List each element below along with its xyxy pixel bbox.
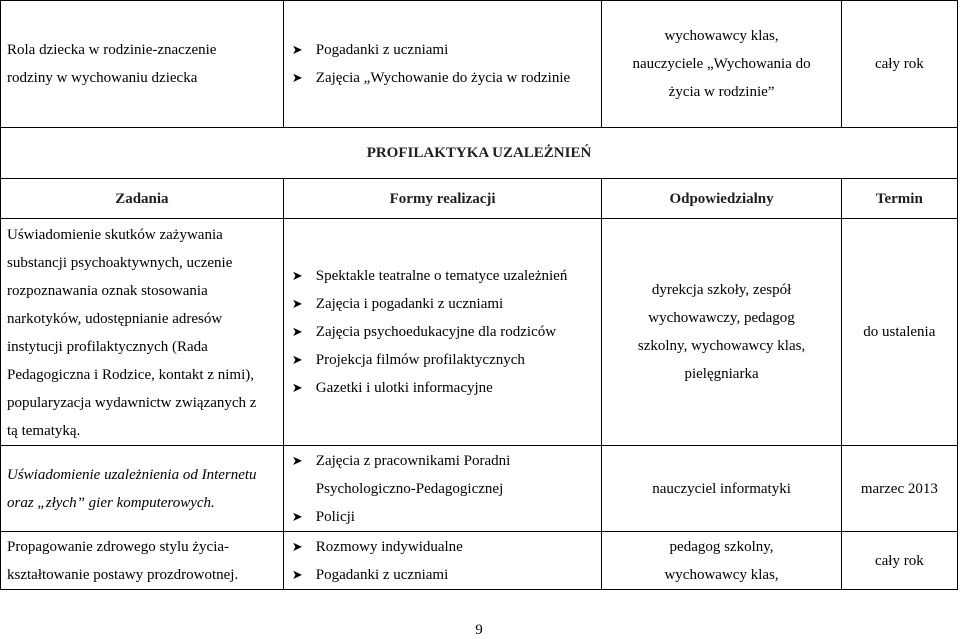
- text-line: popularyzacja wydawnictw związanych z: [7, 395, 257, 411]
- text-line: substancji psychoaktywnych, uczenie: [7, 255, 233, 271]
- task-cell: [1, 532, 284, 590]
- header-row: [1, 179, 958, 219]
- table-row: [1, 532, 958, 590]
- responsible-cell: nauczyciel informatyki: [602, 446, 841, 532]
- text-line: szkolny, wychowawcy klas,: [637, 338, 806, 354]
- list-item-text: Pogadanki z uczniami: [315, 566, 449, 583]
- arrow-bullet-icon: ➤: [291, 70, 303, 85]
- list-item: [290, 262, 596, 290]
- arrow-bullet-icon: ➤: [291, 380, 303, 395]
- list-item-text: Zajęcia psychoedukacyjne dla rodziców: [315, 324, 557, 340]
- list-item: [290, 318, 596, 346]
- text-line: Rola dziecka w rodzinie-znaczenie: [7, 42, 217, 58]
- list-item: [290, 290, 596, 318]
- table-row: [1, 446, 958, 532]
- text-line: wychowawcy klas,: [664, 28, 779, 44]
- header-tasks: Zadania: [1, 179, 284, 219]
- list-item: [290, 36, 596, 64]
- arrow-bullet-icon: ➤: [291, 352, 303, 367]
- arrow-bullet-icon: ➤: [291, 452, 303, 468]
- list-item: [290, 374, 596, 402]
- forms-cell: [283, 1, 602, 128]
- forms-cell: [283, 532, 602, 590]
- list-item-text: Gazetki i ulotki informacyjne: [315, 380, 493, 396]
- text-line: dyrekcja szkoły, zespół: [651, 282, 792, 298]
- header-forms: Formy realizacji: [283, 179, 602, 219]
- list-item-text: Zajęcia z pracownikami Poradni: [315, 452, 511, 469]
- arrow-bullet-icon: ➤: [291, 42, 303, 57]
- term-cell: cały rok: [841, 532, 957, 590]
- forms-list: [290, 262, 596, 402]
- list-item: [290, 447, 596, 475]
- text-line: Propagowanie zdrowego stylu życia-: [7, 538, 230, 555]
- text-line: wychowawcy klas,: [664, 566, 779, 583]
- arrow-bullet-icon: ➤: [291, 268, 303, 283]
- text-line: rozpoznawania oznak stosowania: [7, 283, 208, 299]
- responsible-cell: [602, 532, 841, 590]
- header-responsible: Odpowiedzialny: [602, 179, 841, 219]
- list-item-text: Pogadanki z uczniami: [315, 42, 449, 58]
- list-item-text: Psychologiczno-Pedagogicznej: [315, 480, 504, 497]
- task-cell: [1, 446, 284, 532]
- list-item-text: Policji: [315, 508, 355, 525]
- forms-cell: [283, 446, 602, 532]
- text-line: tą tematyką.: [7, 423, 81, 439]
- term-cell: cały rok: [841, 1, 957, 128]
- text-line: życia w rodzinie”: [668, 84, 775, 100]
- list-item-text: Spektakle teatralne o tematyce uzależnień: [315, 268, 568, 284]
- arrow-bullet-icon: ➤: [291, 296, 303, 311]
- text-line: pedagog szkolny,: [669, 538, 774, 555]
- list-item: [290, 503, 596, 531]
- task-cell: [1, 219, 284, 446]
- forms-list: [290, 533, 596, 589]
- section-title: PROFILAKTYKA UZALEŻNIEŃ: [1, 128, 958, 179]
- text-line: pielęgniarka: [684, 366, 759, 382]
- list-item-text: Projekcja filmów profilaktycznych: [315, 352, 525, 368]
- text-line: narkotyków, udostępnianie adresów: [7, 311, 223, 327]
- text-line: nauczyciele „Wychowania do: [632, 56, 811, 72]
- task-cell: [1, 1, 284, 128]
- term-cell: marzec 2013: [841, 446, 957, 532]
- list-item: [290, 533, 596, 561]
- text-line: oraz „złych” gier komputerowych.: [7, 494, 215, 511]
- list-item: [290, 346, 596, 374]
- term-cell: do ustalenia: [841, 219, 957, 446]
- text-line: instytucji profilaktycznych (Rada: [7, 339, 208, 355]
- text-line: Pedagogiczna i Rodzice, kontakt z nimi),: [7, 367, 255, 383]
- list-item-text: Zajęcia „Wychowanie do życia w rodzinie: [315, 70, 571, 86]
- responsible-cell: [602, 1, 841, 128]
- forms-cell: [283, 219, 602, 446]
- table-row: [1, 1, 958, 128]
- text-line: wychowawczy, pedagog: [648, 310, 795, 326]
- list-item-text: Rozmowy indywidualne: [315, 538, 463, 555]
- forms-list: [290, 447, 596, 531]
- list-item-continuation: [290, 475, 596, 503]
- page-number: 9: [475, 622, 483, 638]
- text-line: rodziny w wychowaniu dziecka: [7, 70, 198, 86]
- text-line: Uświadomienie uzależnienia od Internetu: [7, 466, 257, 483]
- header-term: Termin: [841, 179, 957, 219]
- arrow-bullet-icon: ➤: [291, 566, 303, 582]
- arrow-bullet-icon: ➤: [291, 324, 303, 339]
- responsible-cell: [602, 219, 841, 446]
- list-item-text: Zajęcia i pogadanki z uczniami: [315, 296, 504, 312]
- text-line: kształtowanie postawy prozdrowotnej.: [7, 566, 239, 583]
- section-row: [1, 128, 958, 179]
- arrow-bullet-icon: ➤: [291, 538, 303, 554]
- list-item: [290, 561, 596, 589]
- arrow-bullet-icon: ➤: [291, 508, 303, 524]
- list-item: [290, 64, 596, 92]
- table-row: [1, 219, 958, 446]
- forms-list: [290, 36, 596, 92]
- text-line: Uświadomienie skutków zażywania: [7, 227, 223, 243]
